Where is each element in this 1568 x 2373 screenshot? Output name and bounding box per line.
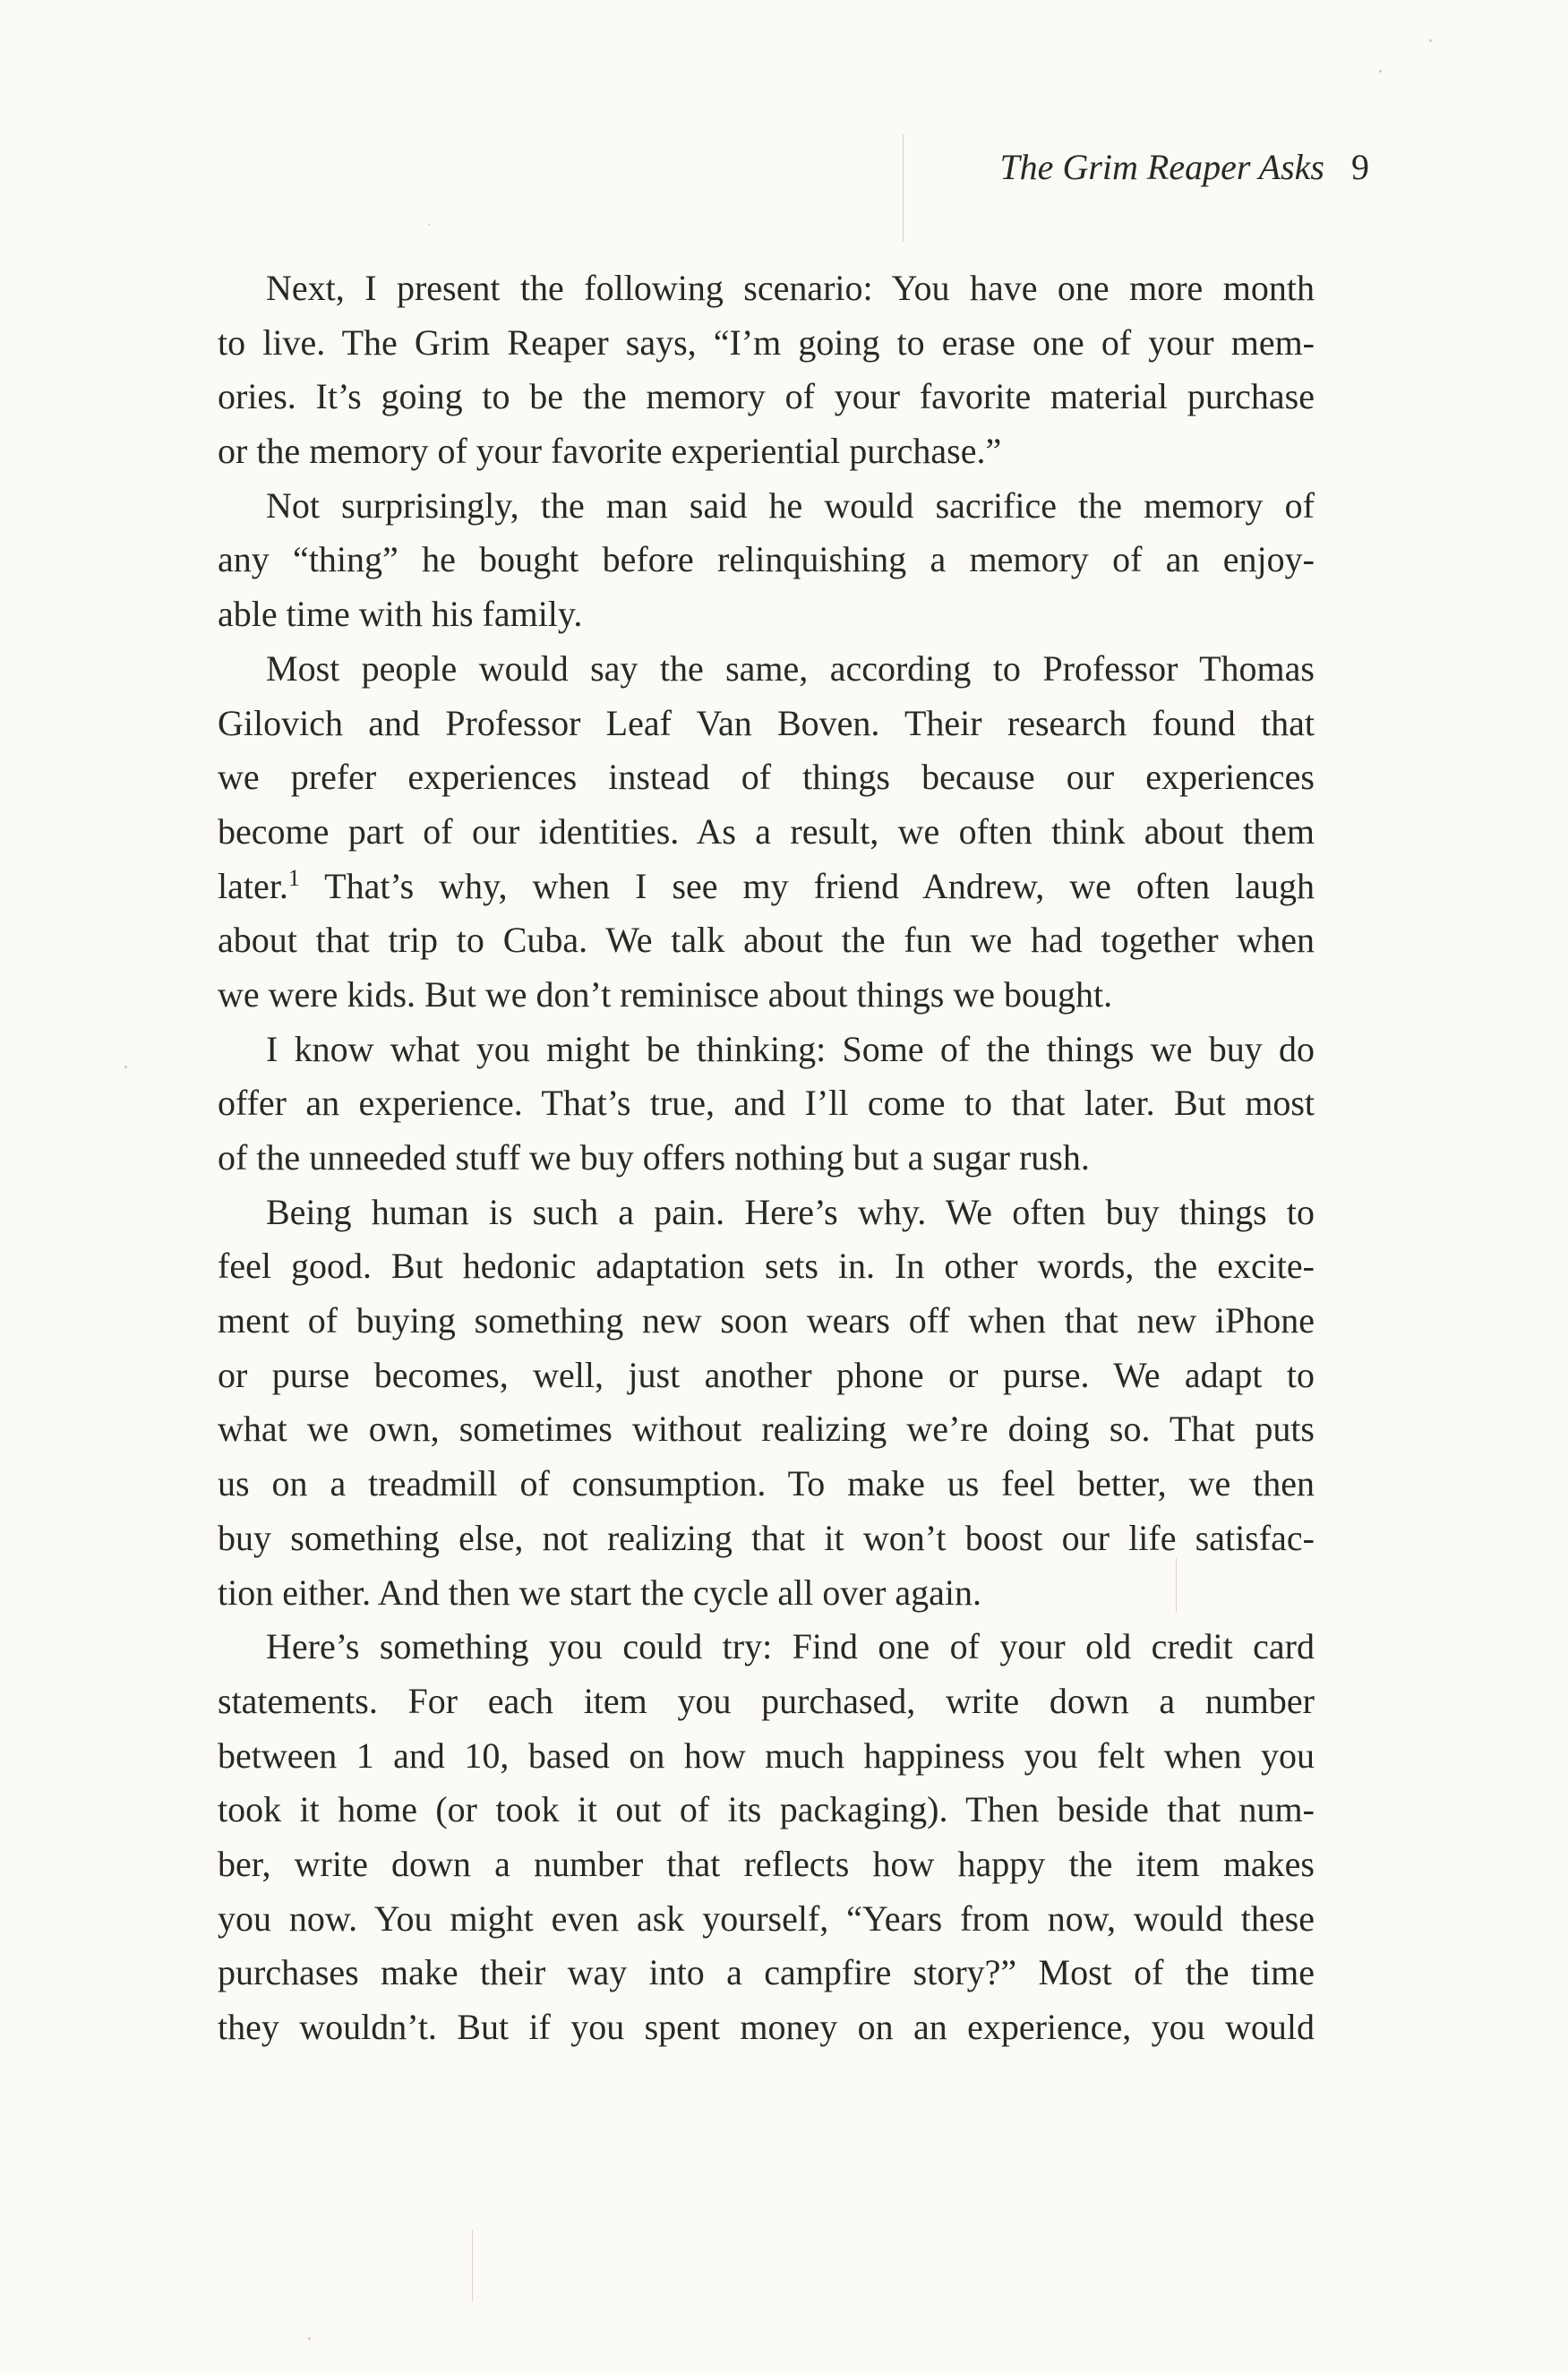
text-line: statements. For each item you purchased, write down a number — [218, 1680, 1315, 1721]
text-line: offer an experience. That’s true, and I’ll come to that later. But most — [218, 1083, 1315, 1124]
scan-mark — [308, 2337, 311, 2340]
text-line: Most people would say the same, according to Professor Thomas — [266, 647, 1315, 689]
text-line: buy something else, not realizing that it won’t boost our life satisfac- — [218, 1517, 1315, 1558]
scan-mark — [124, 1066, 127, 1068]
scan-mark — [428, 224, 430, 226]
text-line: about that trip to Cuba. We talk about the fun we had together when — [218, 920, 1315, 961]
text-line: I know what you might be thinking: Some of the things we buy do — [266, 1028, 1315, 1069]
running-head — [999, 145, 1369, 190]
text-line: purchases make their way into a campfire story?” Most of the time — [218, 1952, 1315, 1993]
text-line: Here’s something you could try: Find one of your old credit card — [266, 1626, 1315, 1667]
text-line: ber, write down a number that reflects how happy the item makes — [218, 1843, 1315, 1884]
body-text — [218, 261, 1315, 2055]
text-line: between 1 and 10, based on how much happiness you felt when you — [218, 1735, 1315, 1776]
text-line: ories. It’s going to be the memory of your favorite material purchase — [218, 376, 1315, 417]
text-line: us on a treadmill of consumption. To make us feel better, we then — [218, 1463, 1315, 1504]
text-line: you now. You might even ask yourself, “Years from now, would these — [218, 1898, 1315, 1939]
text-line: any “thing” he bought before relinquishing a memory of an enjoy- — [218, 539, 1315, 580]
text-line: Gilovich and Professor Leaf Van Boven. Their research found that — [218, 702, 1315, 743]
scan-mark — [903, 134, 904, 242]
text-line: they wouldn’t. But if you spent money on an experience, you would — [218, 2007, 1315, 2047]
text-line: to live. The Grim Reaper says, “I’m going to erase one of your mem- — [218, 321, 1315, 363]
text-line: or purse becomes, well, just another phone or purse. We adapt to — [218, 1354, 1315, 1395]
text-line: or the memory of your favorite experiential purchase.” — [218, 431, 1002, 472]
text-line: feel good. But hedonic adaptation sets in. In other words, the excite- — [218, 1246, 1315, 1287]
text-line: we were kids. But we don’t reminisce about things we bought. — [218, 973, 1113, 1015]
text-line: what we own, sometimes without realizing we’re doing so. That puts — [218, 1409, 1315, 1450]
scan-mark — [472, 2230, 473, 2301]
scan-mark — [1176, 1558, 1177, 1612]
text-line: tion either. And then we start the cycle all over again. — [218, 1572, 982, 1613]
text-line: we prefer experiences instead of things because our experiences — [218, 757, 1315, 798]
page-number: 9 — [1351, 147, 1369, 187]
text-line: Being human is such a pain. Here’s why. We often buy things to — [266, 1191, 1315, 1232]
text-line: able time with his family. — [218, 594, 583, 635]
text-line: become part of our identities. As a result, we often think about them — [218, 810, 1315, 852]
scan-mark — [1379, 70, 1382, 73]
footnote-marker: 1 — [287, 864, 300, 891]
text-line: of the unneeded stuff we buy offers nothing but a sugar rush. — [218, 1137, 1090, 1178]
text-line: ment of buying something new soon wears off when that new iPhone — [218, 1300, 1315, 1341]
running-head-title: The Grim Reaper Asks — [999, 147, 1324, 187]
text-fragment: later. — [218, 865, 288, 906]
scan-mark — [1429, 39, 1432, 42]
text-line: Not surprisingly, the man said he would sacrifice the memory of — [266, 484, 1315, 526]
text-line: Next, I present the following scenario: You have one more month — [266, 268, 1315, 308]
text-fragment: That’s why, when I see my friend Andrew, we often laugh — [299, 865, 1315, 906]
text-line-with-note — [218, 860, 1315, 914]
text-line: took it home (or took it out of its packaging). Then beside that num- — [218, 1789, 1315, 1830]
